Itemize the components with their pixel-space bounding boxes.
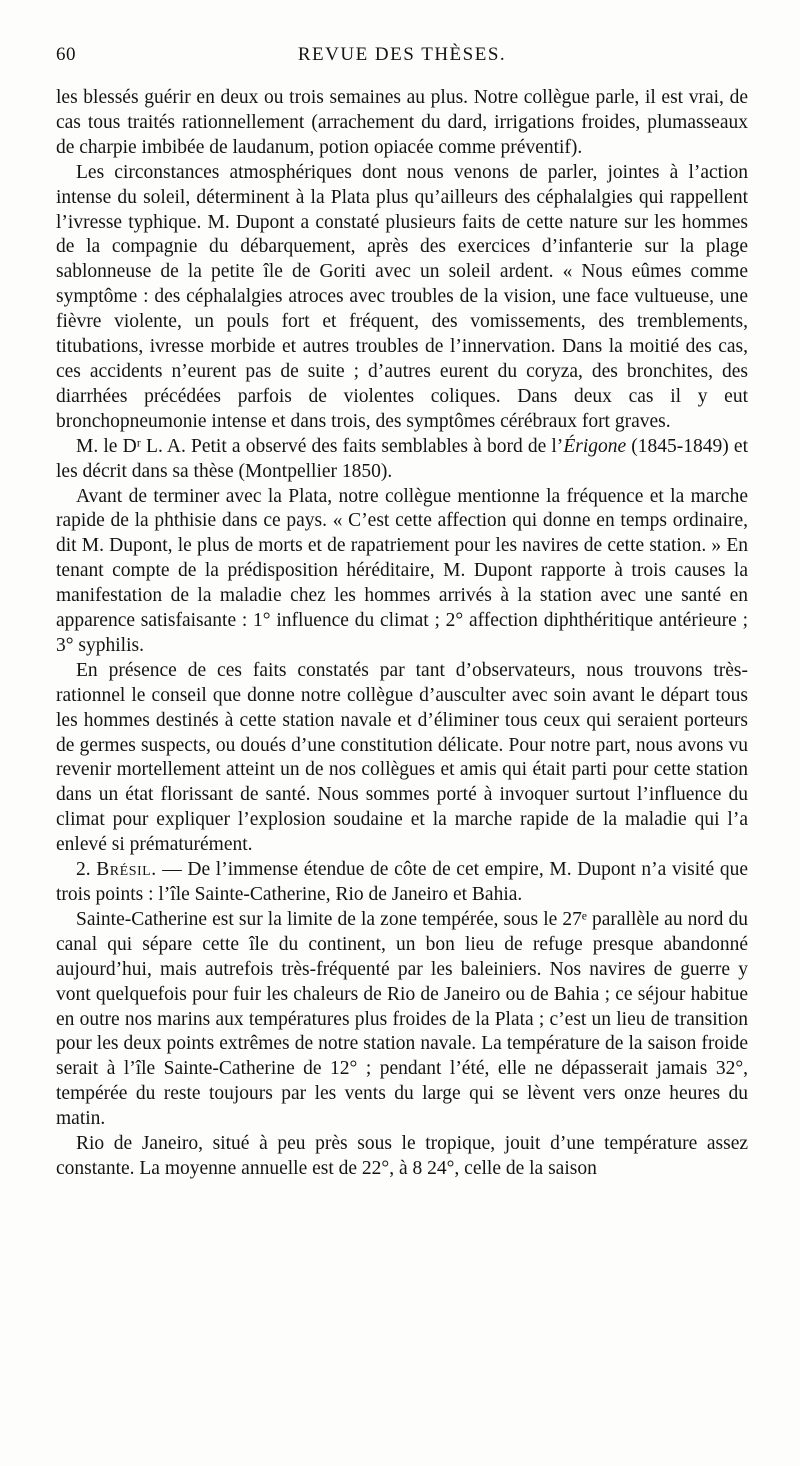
page-number: 60 [56,44,76,65]
paragraph-section-bresil [56,858,748,908]
section-label-bresil: Brésil. [96,859,157,881]
running-head [56,44,748,74]
petit-text-before: M. le Dʳ L. A. Petit a observé des faits semblables à bord de l’ [76,435,564,457]
paragraph-rio-de-janeiro: Rio de Janeiro, situé à peu près sous le tropique, jouit d’une température assez constante. La moyenne annuelle est de 22°, à 8 24°, celle de la saison [56,1133,748,1179]
ship-name-erigone: Érigone [563,435,627,457]
paragraph-phthisie: Avant de terminer avec la Plata, notre collègue mentionne la fréquence et la marche rapide de la phthisie dans ce pays. « C’est cette affection qui donne en temps ordinaire, dit M. Dupont, le plus de morts et de rapatriement pour les navires de cette station. » En tenant compte de la prédisposition héréditaire, M. Dupont rapporte à trois causes la manifestation de la maladie chez les hommes arrivés à la station avec une santé en apparence satisfaisante : 1° influence du climat ; 2° affection diphthéritique antérieure ; 3° syphilis. [56,485,748,656]
petit-text-after: (1845-1849) et les décrit dans sa thèse (Montpellier 1850). [56,435,748,482]
paragraph-sainte-catherine: Sainte-Catherine est sur la limite de la zone tempérée, sous le 27ᵉ parallèle au nord du canal qui sépare cette île du continent, un bon lieu de refuge presque abandonné aujourd’hui, mais autrefois très-fréquenté par les baleiniers. Nos navires de guerre y vont quelquefois pour fuir les chaleurs de Rio de Janeiro ou de Bahia ; ce séjour habitue en outre nos marins aux températures plus froides de la Plata ; c’est un lieu de transition pour les deux points extrêmes de notre station navale. La température de la saison froide serait à l’île Sainte-Catherine de 12° ; pendant l’été, elle ne dépasserait jamais 32°, tempérée du reste toujours par les vents du large qui se lèvent vers onze heures du matin. [56,908,748,1130]
section-bresil-text: — De l’immense étendue de côte de cet empire, M. Dupont n’a visité que trois points : l’île Sainte-Catherine, Rio de Janeiro et Bahia. [56,859,749,905]
paragraph-petit-observation [56,435,748,485]
journal-title: REVUE DES THÈSES. [297,44,507,65]
paragraph-auscultation: En présence de ces faits constatés par tant d’observateurs, nous trouvons très-rationnel le conseil que donne notre collègue d’ausculter avec soin avant le départ tous les hommes destinés à cette station navale et d’éliminer tous ceux qui seraient porteurs de germes suspects, ou doués d’une constitution délicate. Pour notre part, nous avons vu revenir mortellement atteint un de nos collègues et amis qui était parti pour cette station dans un état florissant de santé. Nous sommes porté à invoquer surtout l’influence du climat pour expliquer l’explosion soudaine et la marche rapide de la maladie qui l’a enlevé si prématurément. [56,659,748,856]
paragraph-plata-cephalalgies: Les circonstances atmosphériques dont nous venons de parler, jointes à l’action intense du soleil, déterminent à la Plata plus qu’ailleurs des céphalalgies qui rappellent l’ivresse typhique. M. Dupont a constaté plusieurs faits de cette nature sur les hommes de la compagnie du débarquement, après des exercices d’infanterie sur la plage sablonneuse de la petite île de Goriti avec un soleil ardent. « Nous eûmes comme symptôme : des céphalalgies atroces avec troubles de la vision, une face vultueuse, une fièvre violente, un pouls fort et fréquent, des vomissements, des tremblements, titubations, ivresse morbide et autres troubles de l’innervation. Dans la moitié des cas, ces accidents n’eurent pas de suite ; d’autres eurent du coryza, des bronchites, des diarrhées précédées parfois de violentes coliques. Dans deux cas il y eut bronchopneumonie intense et dans trois, des symptômes cérébraux fort graves. [56,161,748,432]
paragraph-continuation: les blessés guérir en deux ou trois semaines au plus. Notre collègue parle, il est vrai, de cas tous traités rationnellement (arrachement du dard, irrigations froides, plumasseaux de charpie imbibée de laudanum, potion opiacée comme préventif). [56,87,748,158]
section-number: 2. [76,859,91,881]
body-text [56,86,748,1182]
